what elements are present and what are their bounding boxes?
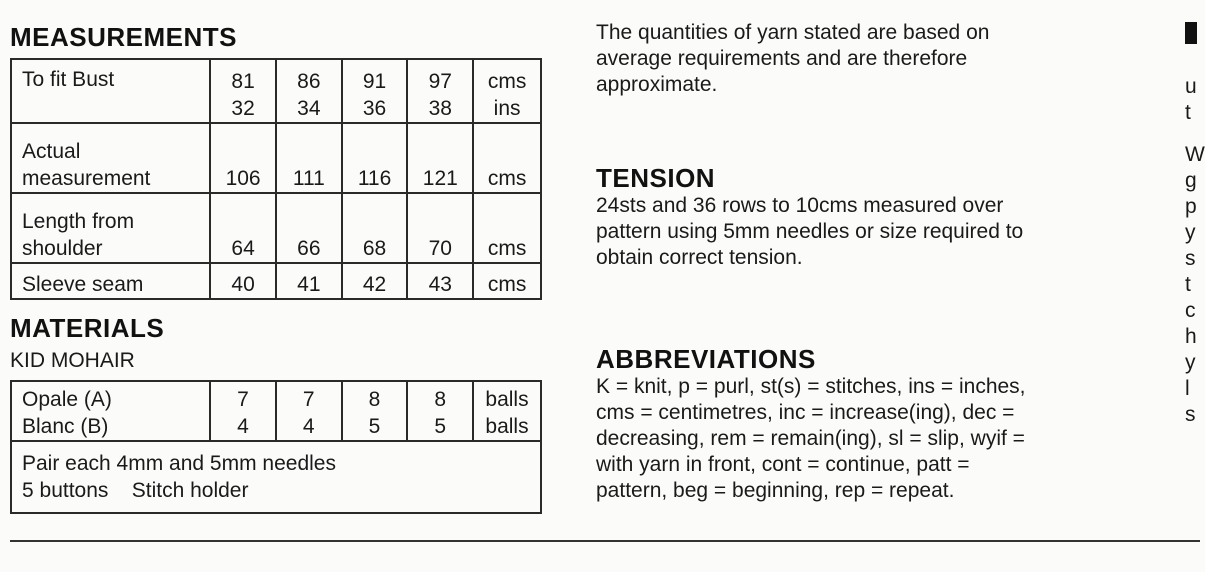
table-cell: 64 xyxy=(210,193,276,263)
table-cell: 66 xyxy=(276,193,342,263)
table-row xyxy=(11,441,541,513)
table-row xyxy=(11,193,541,263)
table-cell: 40 xyxy=(210,263,276,299)
row-label: Actual measurement xyxy=(11,123,210,193)
row-label: Sleeve seam xyxy=(11,263,210,299)
table-cell: 7 4 xyxy=(276,381,342,441)
yarn-quantity-note: The quantities of yarn stated are based on average requirements and are therefore approximate. xyxy=(596,21,990,96)
row-label: To fit Bust xyxy=(11,59,210,123)
abbreviations-heading: ABBREVIATIONS xyxy=(596,344,816,374)
table-cell: 8 5 xyxy=(342,381,408,441)
table-cell: 43 xyxy=(407,263,473,299)
unit-cell: cms xyxy=(473,123,541,193)
table-cell: 91 36 xyxy=(342,59,408,123)
table-cell: 81 32 xyxy=(210,59,276,123)
table-cell: 86 34 xyxy=(276,59,342,123)
bottom-rule xyxy=(10,540,1200,542)
tension-heading: TENSION xyxy=(596,163,716,193)
table-row xyxy=(11,263,541,299)
table-row xyxy=(11,59,541,123)
table-cell: 111 xyxy=(276,123,342,193)
unit-cell: cms xyxy=(473,193,541,263)
table-row xyxy=(11,123,541,193)
yarn-name: KID MOHAIR xyxy=(10,349,135,372)
table-cell: 116 xyxy=(342,123,408,193)
measurements-heading: MEASUREMENTS xyxy=(10,22,238,52)
table-cell: 70 xyxy=(407,193,473,263)
table-cell: 41 xyxy=(276,263,342,299)
table-cell: 7 4 xyxy=(210,381,276,441)
notions-cell: Pair each 4mm and 5mm needles 5 buttons Stitch holder xyxy=(11,441,541,513)
table-cell: 68 xyxy=(342,193,408,263)
cropped-text-column: u t W g p y s t c h y l s xyxy=(1185,75,1205,426)
row-label: Opale (A) Blanc (B) xyxy=(11,381,210,441)
table-cell: 97 38 xyxy=(407,59,473,123)
cropped-heading-edge xyxy=(1185,22,1200,52)
tension-text: 24sts and 36 rows to 10cms measured over pattern using 5mm needles or size required to obtain correct tension. xyxy=(596,194,1024,269)
unit-cell: cms ins xyxy=(473,59,541,123)
table-cell: 42 xyxy=(342,263,408,299)
table-cell: 106 xyxy=(210,123,276,193)
unit-cell: cms xyxy=(473,263,541,299)
unit-cell: balls balls xyxy=(473,381,541,441)
materials-heading: MATERIALS xyxy=(10,313,165,343)
row-label: Length from shoulder xyxy=(11,193,210,263)
measurements-table xyxy=(10,58,542,300)
materials-table xyxy=(10,380,542,514)
abbreviations-text: K = knit, p = purl, st(s) = stitches, ins = inches, cms = centimetres, inc = increase(ing), dec = decreasing, rem = remain(ing), sl = slip, wyif = with yarn in front, cont = continue, patt = pattern, beg = beginning, rep = repeat. xyxy=(596,375,1026,502)
table-cell: 8 5 xyxy=(407,381,473,441)
table-row xyxy=(11,381,541,441)
table-cell: 121 xyxy=(407,123,473,193)
